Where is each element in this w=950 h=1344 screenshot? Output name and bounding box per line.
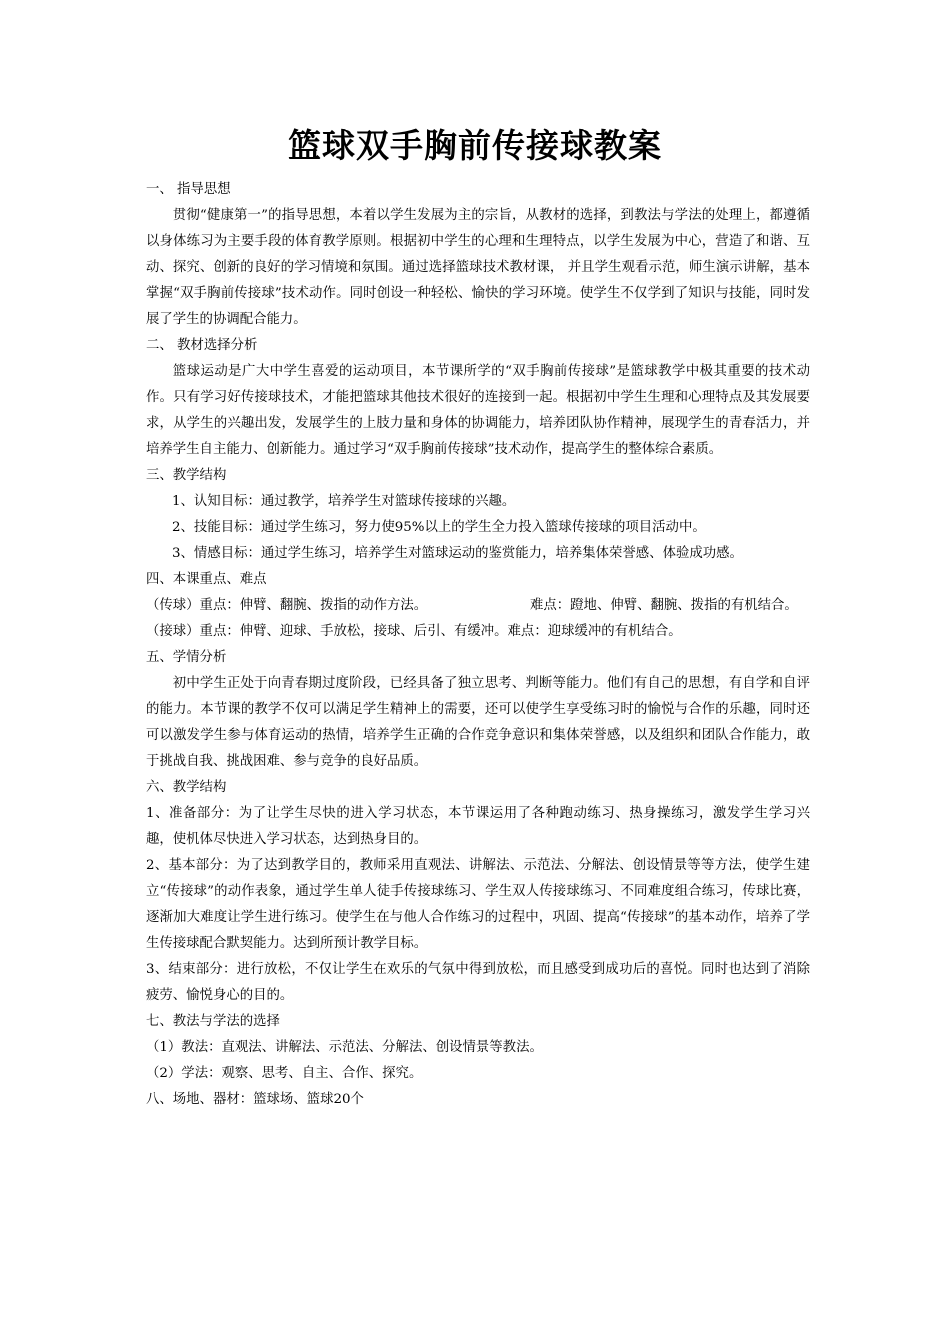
teaching-methods: （1）教法：直观法、讲解法、示范法、分解法、创设情景等教法。 bbox=[146, 1040, 543, 1055]
student-analysis-paragraph: 初中学生正处于向青春期过度阶段，已经具备了独立思考、判断等能力。他们有自己的思想，有自学和自评的能力。本节课的教学不仅可以满足学生精神上的需要，还可以使学生享受练习时的愉悦与合作的乐趣，同时还可以激发学生参与体育运动的热情，培养学生正确的合作竞争意识和集体荣誉感，以及组织和团队合作能力，敢于挑战自我、挑战困难、参与竞争的良好品质。 bbox=[146, 676, 810, 769]
section-heading-teaching-structure: 三、教学结构 bbox=[146, 468, 227, 483]
passing-key-points-row bbox=[146, 593, 810, 619]
structure-part-basic: 2、基本部分：为了达到教学目的，教师采用直观法、讲解法、示范法、分解法、创设情景等等方法，使学生建立“传接球”的动作表象，通过学生单人徒手传接球练习、学生双人传接球练习、不同难度组合练习，传球比赛，逐渐加大难度让学生进行练习。使学生在与他人合作练习的过程中，巩固、提高“传接球”的基本动作，培养了学生传接球配合默契能力。达到所预计教学目标。 bbox=[146, 858, 810, 951]
document-title: 篮球双手胸前传接球教案 bbox=[288, 126, 662, 165]
section-heading-methods: 七、教法与学法的选择 bbox=[146, 1014, 280, 1029]
section-heading-key-points: 四、本课重点、难点 bbox=[146, 572, 267, 587]
learning-methods: （2）学法：观察、思考、自主、合作、探究。 bbox=[146, 1066, 423, 1081]
document-body bbox=[146, 177, 810, 1113]
structure-part-preparation: 1、准备部分：为了让学生尽快的进入学习状态，本节课运用了各种跑动练习、热身操练习，激发学生学习兴趣，使机体尽快进入学习状态，达到热身目的。 bbox=[146, 806, 810, 847]
goal-item-skill: 2、技能目标：通过学生练习，努力使95%以上的学生全力投入篮球传接球的项目活动中。 bbox=[172, 520, 706, 535]
section-heading-material-analysis: 二、 教材选择分析 bbox=[146, 338, 258, 353]
structure-part-ending: 3、结束部分：进行放松，不仅让学生在欢乐的气氛中得到放松，而且感受到成功后的喜悦。同时也达到了消除疲劳、愉悦身心的目的。 bbox=[146, 962, 810, 1003]
catching-key-points: （接球）重点：伸臂、迎球、手放松，接球、后引、有缓冲。难点：迎球缓冲的有机结合。 bbox=[146, 624, 682, 639]
goal-item-cognitive: 1、认知目标：通过教学，培养学生对篮球传接球的兴趣。 bbox=[172, 494, 516, 509]
section-heading-venue-equipment: 八、场地、器材：篮球场、篮球20个 bbox=[146, 1092, 364, 1107]
section-heading-student-analysis: 五、学情分析 bbox=[146, 650, 227, 665]
guiding-ideology-paragraph: 贯彻“健康第一”的指导思想，本着以学生发展为主的宗旨，从教材的选择，到教法与学法的处理上，都遵循以身体练习为主要手段的体育教学原则。根据初中学生的心理和生理特点，以学生发展为中心，营造了和谐、互动、探究、创新的良好的学习情境和氛围。通过选择篮球技术教材课， 并且学生观看示范，师生演示讲解，基本掌握“双手胸前传接球”技术动作。同时创设一种轻松、愉快的学习环境。使学生不仅学到了知识与技能，同时发展了学生的协调配合能力。 bbox=[146, 208, 810, 327]
material-analysis-paragraph: 篮球运动是广大中学生喜爱的运动项目，本节课所学的“双手胸前传接球”是篮球教学中极其重要的技术动作。只有学习好传接球技术，才能把篮球其他技术很好的连接到一起。根据初中学生生理和心理特点及其发展要求，从学生的兴趣出发，发展学生的上肢力量和身体的协调能力，培养团队协作精神，展现学生的青春活力，并培养学生自主能力、创新能力。通过学习“双手胸前传接球”技术动作，提高学生的整体综合素质。 bbox=[146, 364, 810, 457]
passing-difficulty: 难点：蹬地、伸臂、翻腕、拨指的有机结合。 bbox=[530, 598, 798, 613]
section-heading-teaching-structure-2: 六、教学结构 bbox=[146, 780, 227, 795]
section-heading-guiding-ideology: 一、 指导思想 bbox=[146, 182, 231, 197]
goal-item-emotional: 3、情感目标：通过学生练习，培养学生对篮球运动的鉴赏能力，培养集体荣誉感、体验成功感。 bbox=[172, 546, 743, 561]
passing-key-point: （传球）重点：伸臂、翻腕、拨指的动作方法。 bbox=[146, 598, 428, 613]
